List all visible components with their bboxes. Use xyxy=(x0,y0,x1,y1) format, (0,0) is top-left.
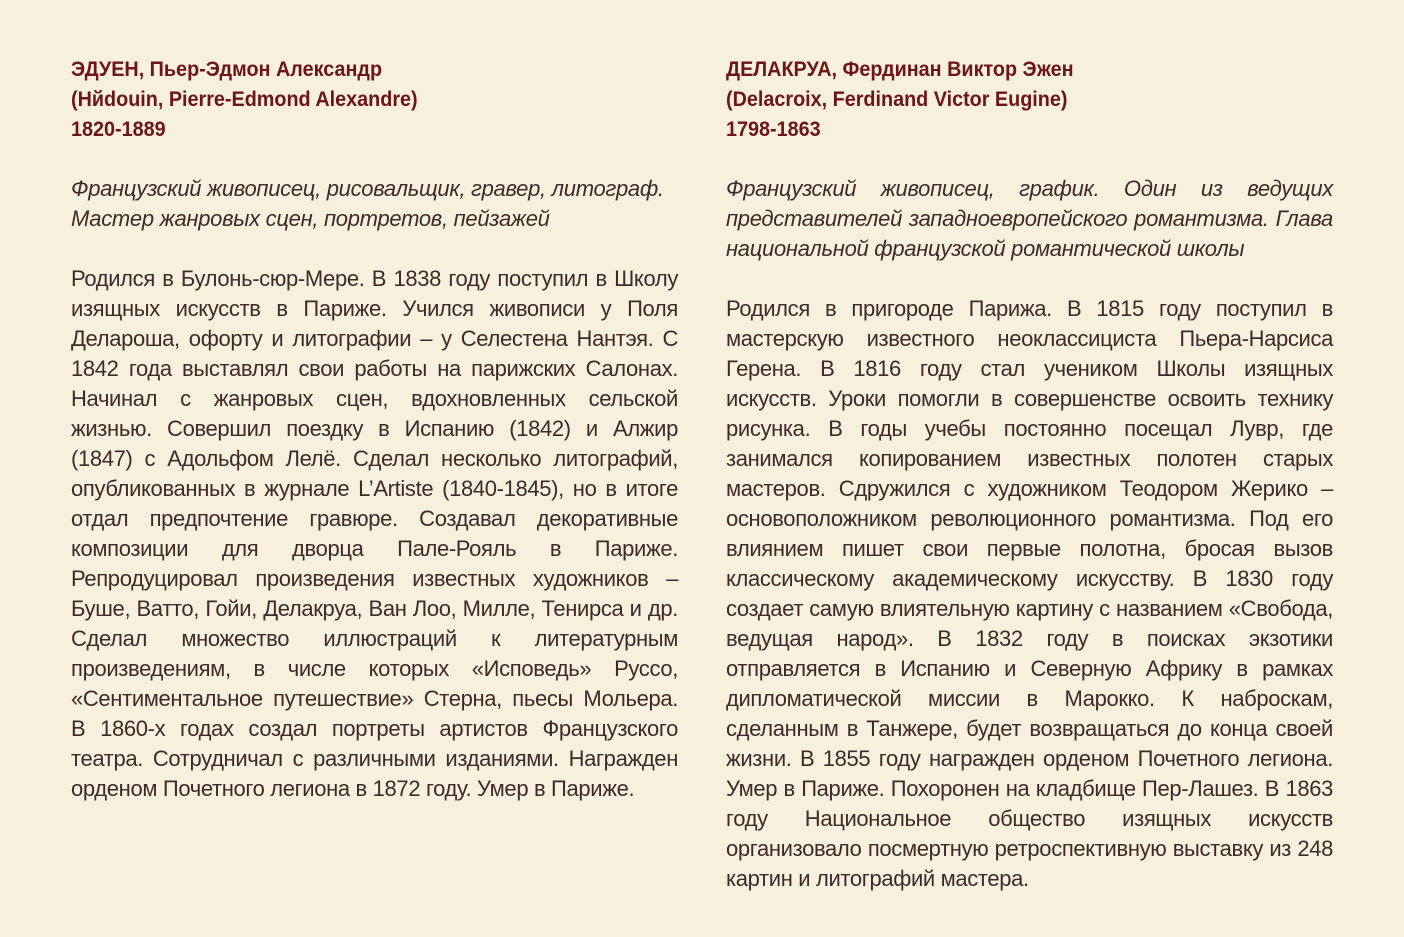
artist-subtitle: Французский живописец, рисовальщик, гравер, литограф. Мастер жанровых сцен, портретов, пейзажей xyxy=(71,176,664,231)
artist-name-ru: ДЕЛАКРУА, Фердинан Виктор Эжен xyxy=(726,57,1074,81)
artist-biography: Родился в пригороде Парижа. В 1815 году поступил в мастерскую известного неоклассициста Пьера-Нарсиса Герена. В 1816 году стал учеником Школы изящных искусств. Уроки помогли в совершенстве освоить технику рисунка. В годы учебы постоянно посещал Лувр, где занимался копированием известных полотен старых мастеров. Сдружился с художником Теодором Жерико – основоположником революционного романтизма. Под его влиянием пишет свои первые полотна, бросая вызов классическому академическому искусству. В 1830 году создает самую влиятельную картину с названием «Свобода, ведущая народ». В 1832 году в поисках экзотики отправляется в Испанию и Северную Африку в рамках дипломатической миссии в Марокко. К наброскам, сделанным в Танжере, будет возвращаться до конца своей жизни. В 1855 году награжден орденом Почетного легиона. Умер в Париже. Похоронен на кладбище Пер-Лашез. В 1863 году Национальное общество изящных искусств организовало посмертную ретроспективную выставку из 248 картин и литографий мастера. xyxy=(726,296,1333,891)
artist-entry-hedouin xyxy=(71,54,678,804)
artist-name-ru: ЭДУЕН, Пьер-Эдмон Александр xyxy=(71,57,383,81)
artist-subtitle: Французский живописец, график. Один из ведущих представителей западноевропейского романтизма. Глава национальной французской романтической школы xyxy=(726,176,1333,261)
artist-name-original: (Delacroix, Ferdinand Victor Eugine) xyxy=(726,87,1068,111)
artist-entry-delacroix xyxy=(726,54,1333,894)
artist-biography: Родился в Булонь-сюр-Мере. В 1838 году поступил в Школу изящных искусств в Париже. Учился живописи у Поля Делароша, офорту и литографии – у Селестена Нантэя. С 1842 года выставлял свои работы на парижских Салонах. Начинал с жанровых сцен, вдохновленных сельской жизнью. Совершил поездку в Испанию (1842) и Алжир (1847) с Адольфом Лелё. Сделал несколько литографий, опубликованных в журнале L’Artiste (1840-1845), но в итоге отдал предпочтение гравюре. Создавал декоративные композиции для дворца Пале-Рояль в Париже. Репродуцировал произведения известных художников – Буше, Ватто, Гойи, Делакруа, Ван Лоо, Милле, Тенирса и др. Сделал множество иллюстраций к литературным произведениям, в числе которых «Исповедь» Руссо, «Сентиментальное путешествие» Стерна, пьесы Мольера. В 1860-х годах создал портреты артистов Французского театра. Сотрудничал с различными изданиями. Награжден орденом Почетного легиона в 1872 году. Умер в Париже. xyxy=(71,266,678,801)
artist-header xyxy=(71,54,685,144)
artist-name-original: (Hйdouin, Pierre-Edmond Alexandre) xyxy=(71,87,418,111)
artist-years: 1798-1863 xyxy=(726,117,821,141)
artist-header xyxy=(726,54,1340,144)
artist-years: 1820-1889 xyxy=(71,117,166,141)
